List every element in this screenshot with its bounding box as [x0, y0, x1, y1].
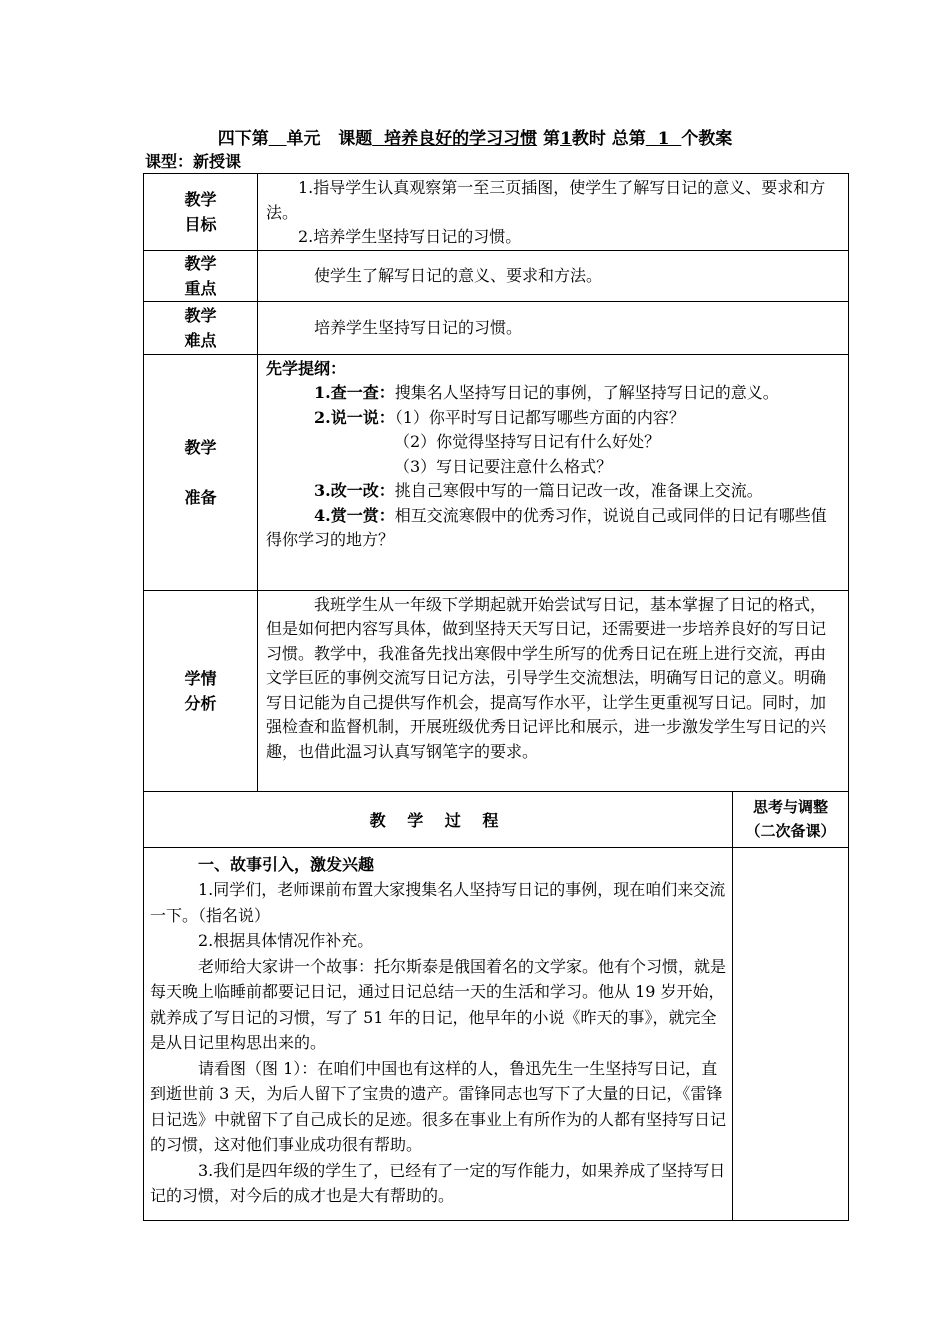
- lesson-title-text: 培养良好的学习习惯: [384, 129, 538, 149]
- course-type: 课型：新授课: [145, 152, 535, 174]
- lesson-plan-table: [143, 173, 849, 1221]
- adjust-content: [733, 847, 849, 1220]
- process-content: [144, 847, 733, 1220]
- prep-content: [258, 354, 849, 590]
- process-row: [144, 847, 849, 1220]
- period-number: 1: [560, 129, 572, 149]
- prep-item-label: 1.查一查：: [314, 383, 395, 402]
- prep-item-text: 相互交流寒假中的优秀习作，说说自己或同伴的日记有哪些值得你学习的地方？: [266, 505, 827, 549]
- label-line: 学情: [184, 668, 217, 688]
- label-line: 教学: [184, 305, 217, 325]
- label-line: 教学: [184, 253, 217, 273]
- prep-item-label: 3.改一改：: [314, 481, 395, 500]
- title-part: 单元: [286, 129, 321, 149]
- label-line: 教学: [184, 437, 217, 457]
- key-label: [144, 250, 258, 301]
- total-number: [646, 129, 682, 149]
- label-line: 重点: [184, 278, 217, 298]
- label-line: 目标: [184, 214, 217, 234]
- adjust-header: [733, 791, 849, 847]
- adjust-header-line: （二次备课）: [745, 822, 836, 840]
- unit-blank: [269, 129, 287, 149]
- label-line: 难点: [184, 330, 217, 350]
- process-paragraph: 2.根据具体情况作补充。: [198, 931, 374, 950]
- goal-row: [144, 174, 849, 251]
- label-line: 分析: [184, 693, 217, 713]
- prep-item-label: 4.赏一赏：: [314, 505, 395, 525]
- analysis-row: [144, 590, 849, 791]
- process-paragraph: 请看图（图 1）：在咱们中国也有这样的人，鲁迅先生一生坚持写日记，直到逝世前 3 天，为后人留下了宝贵的遗产。雷锋同志也写下了大量的日记，《雷锋日记选》中就留下了自己成长的足迹。很多在事业上有所作为的人都有坚持写日记的习惯，这对他们事业成功很有帮助。: [150, 1058, 727, 1154]
- prep-item-text: （1）你平时写日记都写哪些方面的内容？: [394, 407, 685, 427]
- analysis-label: [144, 590, 258, 791]
- prep-label: [144, 354, 258, 590]
- goal-content: [258, 174, 849, 251]
- process-paragraph: 1.同学们，老师课前布置大家搜集名人坚持写日记的事例，现在咱们来交流一下。（指名说）: [150, 880, 726, 925]
- key-text: 使学生了解写日记的意义、要求和方法。: [314, 266, 603, 286]
- title-part: 第: [543, 129, 560, 149]
- difficulty-text: 培养学生坚持写日记的习惯。: [314, 318, 523, 338]
- process-paragraph: 3.我们是四年级的学生了，已经有了一定的写作能力，如果养成了坚持写日记的习惯，对今后的成才也是大有帮助的。: [150, 1160, 726, 1205]
- process-paragraph: 老师给大家讲一个故事：托尔斯泰是俄国着名的文学家。他有个习惯，就是每天晚上临睡前都要记日记，通过日记总结一天的生活和学习。他从 19 岁开始，就养成了写日记的习惯，写了 51 年的日记，他早年的小说《昨天的事》，就完全是从日记里构思出来的。: [150, 956, 727, 1052]
- title-part: 教时: [571, 129, 606, 149]
- lesson-title: [372, 129, 537, 149]
- title-part: 总第: [611, 129, 646, 149]
- prep-item-label: 2.说一说：: [314, 407, 395, 427]
- analysis-content: [258, 590, 849, 791]
- adjust-header-line: 思考与调整: [752, 798, 828, 816]
- process-section-heading: 一、故事引入，激发兴趣: [198, 854, 375, 874]
- label-line: 教学: [184, 189, 217, 209]
- prep-item-text: 挑自己寒假中写的一篇日记改一改，准备课上交流。: [394, 481, 763, 500]
- key-row: [144, 250, 849, 301]
- prep-item-text: 搜集名人坚持写日记的事例，了解坚持写日记的意义。: [394, 383, 779, 402]
- prep-subitem: （2）你觉得坚持写日记有什么好处？: [394, 432, 661, 451]
- process-header: 教 学 过 程: [144, 791, 733, 847]
- title-part: 个教案: [681, 129, 733, 149]
- title-part: 四下第: [217, 129, 269, 149]
- analysis-text: 我班学生从一年级下学期起就开始尝试写日记，基本掌握了日记的格式，但是如何把内容写具体，做到坚持天天写日记，还需要进一步培养良好的写日记习惯。教学中，我准备先找出寒假中学生所写的优秀日记在班上进行交流，再由文学巨匠的事例交流写日记方法，引导学生交流想法，明确写日记的意义。明确写日记能为自己提供写作机会，提高写作水平，让学生更重视写日记。同时，加强检查和监督机制，开展班级优秀日记评比和展示，进一步激发学生写日记的兴趣，也借此温习认真写钢笔字的要求。: [266, 594, 827, 761]
- process-header-row: [144, 791, 849, 847]
- prep-heading: 先学提纲：: [266, 358, 347, 378]
- goal-line: 1.指导学生认真观察第一至三页插图，使学生了解写日记的意义、要求和方法。: [266, 178, 826, 222]
- key-content: [258, 250, 849, 301]
- prep-subitem: （3）写日记要注意什么格式？: [394, 456, 613, 476]
- prep-row: [144, 354, 849, 590]
- title-part: 课题: [338, 129, 373, 149]
- label-line: 准备: [184, 487, 217, 507]
- difficulty-content: [258, 301, 849, 354]
- total-number-text: 1: [657, 129, 670, 149]
- page-title: [0, 124, 950, 149]
- goal-label: [144, 174, 258, 251]
- goal-line: 2.培养学生坚持写日记的习惯。: [298, 227, 522, 246]
- difficulty-row: [144, 301, 849, 354]
- difficulty-label: [144, 301, 258, 354]
